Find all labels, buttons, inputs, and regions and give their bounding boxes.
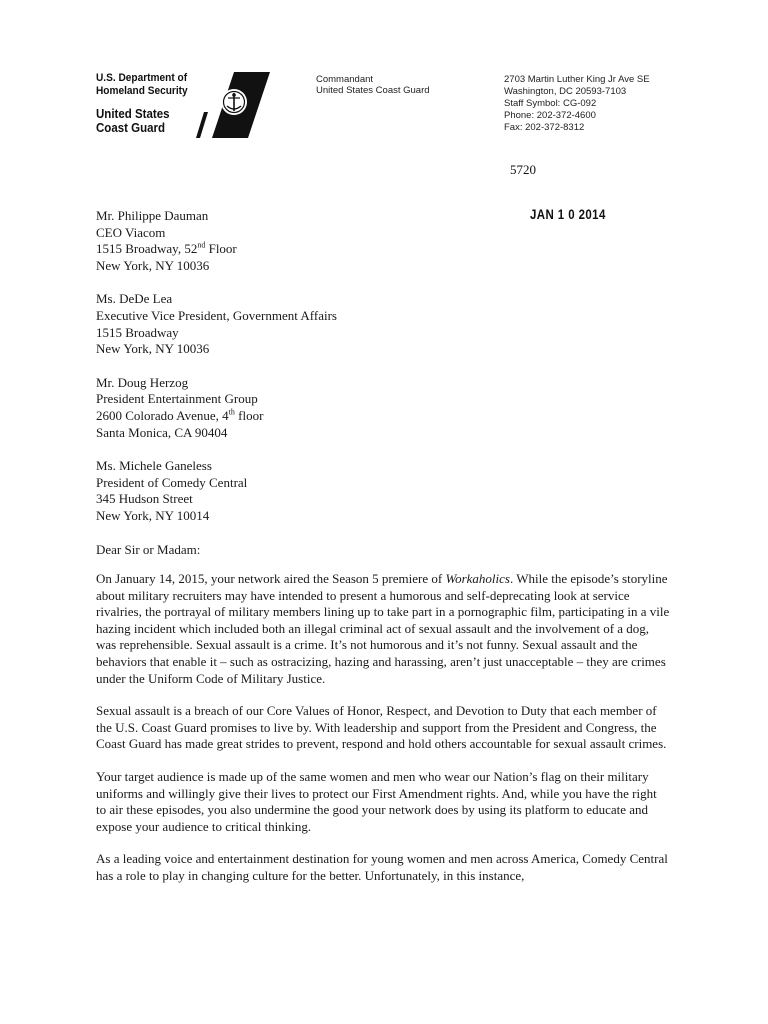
recipient-title: CEO Viacom <box>96 224 166 240</box>
recipient-block <box>96 208 670 274</box>
recipient-block <box>96 458 670 524</box>
service-name-line2: Coast Guard <box>96 121 166 135</box>
recipient-title: President of Comedy Central <box>96 474 248 490</box>
recipient-name: Mr. Doug Herzog <box>96 374 189 390</box>
department-name-line2: Homeland Security <box>96 85 188 97</box>
recipient-street: 345 Hudson Street <box>96 491 193 507</box>
salutation: Dear Sir or Madam: <box>96 541 201 557</box>
date-stamp: JAN 1 0 2014 <box>530 206 606 222</box>
body-paragraph-4: As a leading voice and entertainment destination for young women and men across America, Comedy Central has a role to play in changing culture for the better. Unfortunately, in this instance, <box>96 851 668 883</box>
letter-body <box>96 208 670 901</box>
address-line: Washington, DC 20593-7103 <box>504 86 627 97</box>
office-title: Commandant <box>316 74 374 85</box>
body-paragraph-3: Your target audience is made up of the same women and men who wear our Nation’s flag on their military uniforms and willingly give their lives to protect our First Amendment rights. And, while you have the right to air these episodes, you also undermine the good your network does by using its platform to educate and expose your audience to critical thinking. <box>96 769 657 834</box>
coast-guard-seal-icon <box>194 72 272 138</box>
recipient-block <box>96 375 670 441</box>
address-line: Phone: 202-372-4600 <box>504 110 596 121</box>
recipient-title: President Entertainment Group <box>96 391 258 407</box>
recipient-name: Ms. DeDe Lea <box>96 291 173 307</box>
recipient-street: 2600 Colorado Avenue, 4th floor <box>96 407 264 423</box>
office-organization: United States Coast Guard <box>316 85 430 96</box>
recipient-city: New York, NY 10036 <box>96 341 210 357</box>
recipient-street: 1515 Broadway, 52nd Floor <box>96 240 237 257</box>
address-line: Fax: 202-372-8312 <box>504 122 585 133</box>
recipient-city: Santa Monica, CA 90404 <box>96 424 228 440</box>
office-block <box>316 74 430 96</box>
ssic-code: 5720 <box>510 162 536 177</box>
department-name-line1: U.S. Department of <box>96 72 188 84</box>
recipient-name: Mr. Philippe Dauman <box>96 208 209 223</box>
agency-block <box>96 72 188 135</box>
body-paragraph-2: Sexual assault is a breach of our Core Values of Honor, Respect, and Devotion to Duty that each member of the U.S. Coast Guard promises to live by. With leadership and support from the President and Congress, the Coast Guard has made great strides to prevent, respond and hold others accountable for sexual assault crimes. <box>96 703 667 752</box>
recipient-street: 1515 Broadway <box>96 324 179 340</box>
recipient-city: New York, NY 10014 <box>96 507 210 523</box>
address-line: 2703 Martin Luther King Jr Ave SE <box>504 74 650 85</box>
service-name-line1: United States <box>96 107 170 121</box>
recipient-title: Executive Vice President, Government Affairs <box>96 307 337 323</box>
recipient-name: Ms. Michele Ganeless <box>96 458 212 474</box>
body-paragraph-1: On January 14, 2015, your network aired the Season 5 premiere of Workaholics. While the episode’s storyline about military recruiters may have intended to present a humorous and self-deprecating look at service rivalries, the portrayal of military members lining up to take part in a pornographic film, participating in a vile hazing incident which included both an illegal criminal act of sexual assault and the involvement of a dog, was reprehensible. Sexual assault is a crime. It’s not humorous and it’s not funny. Sexual assault and the behaviors that enable it – such as ostracizing, hazing and harassing, aren’t just unacceptable – they are crimes under the Uniform Code of Military Justice. <box>96 571 670 686</box>
recipient-block <box>96 291 670 357</box>
return-address <box>504 74 650 134</box>
show-title: Workaholics <box>445 571 510 587</box>
recipient-city: New York, NY 10036 <box>96 257 210 273</box>
address-line: Staff Symbol: CG-092 <box>504 98 597 109</box>
